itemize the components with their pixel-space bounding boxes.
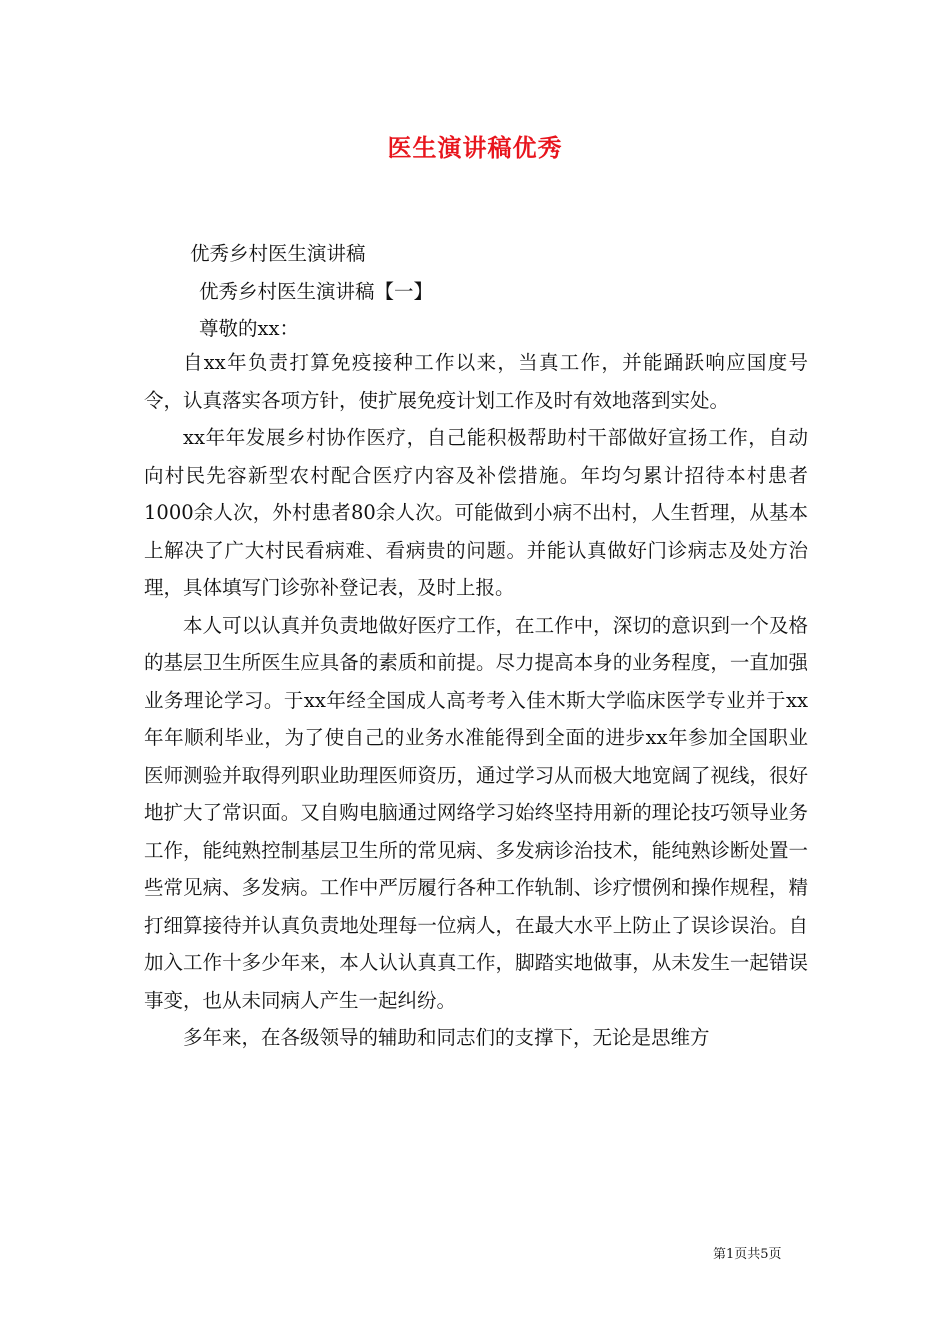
- section-heading: 优秀乡村医生演讲稿【一】: [199, 280, 434, 303]
- paragraph: 自xx年负责打算免疫接种工作以来，当真工作，并能踊跃响应国度号令，认真落实各项方针，使扩展免疫计划工作及时有效地落到实处。: [144, 351, 808, 412]
- paragraph: 多年来，在各级领导的辅助和同志们的支撑下，无论是思维方: [183, 1026, 710, 1049]
- paragraph: xx年年发展乡村协作医疗，自己能积极帮助村干部做好宣扬工作，自动向村民先容新型农村配合医疗内容及补偿措施。年均匀累计招待本村患者1000余人次，外村患者80余人次。可能做到小病不出村，人生哲理，从基本上解决了广大村民看病难、看病贵的问题。并能认真做好门诊病志及处方治理，具体填写门诊弥补登记表，及时上报。: [144, 426, 808, 599]
- paragraph: 本人可以认真并负责地做好医疗工作，在工作中，深切的意识到一个及格的基层卫生所医生应具备的素质和前提。尽力提高本身的业务程度，一直加强业务理论学习。于xx年经全国成人高考考入佳木斯大学临床医学专业并于xx年年顺利毕业，为了使自己的业务水准能得到全面的进步xx年参加全国职业医师测验并取得列职业助理医师资历，通过学习从而极大地宽阔了视线，很好地扩大了常识面。又自购电脑通过网络学习始终坚持用新的理论技巧领导业务工作，能纯熟控制基层卫生所的常见病、多发病诊治技术，能纯熟诊断处置一些常见病、多发病。工作中严厉履行各种工作轨制、诊疗惯例和操作规程，精打细算接待并认真负责地处理每一位病人，在最大水平上防止了误诊误治。自加入工作十多少年来，本人认认真真工作，脚踏实地做事，从未发生一起错误事变，也从未同病人产生一起纠纷。: [144, 613, 808, 1012]
- document-subtitle: 优秀乡村医生演讲稿: [190, 242, 366, 265]
- salutation: 尊敬的xx：: [199, 317, 299, 340]
- page-number: 第1页共5页: [713, 1247, 782, 1262]
- document-body: [144, 344, 808, 1057]
- document-title: 医生演讲稿优秀: [387, 133, 563, 162]
